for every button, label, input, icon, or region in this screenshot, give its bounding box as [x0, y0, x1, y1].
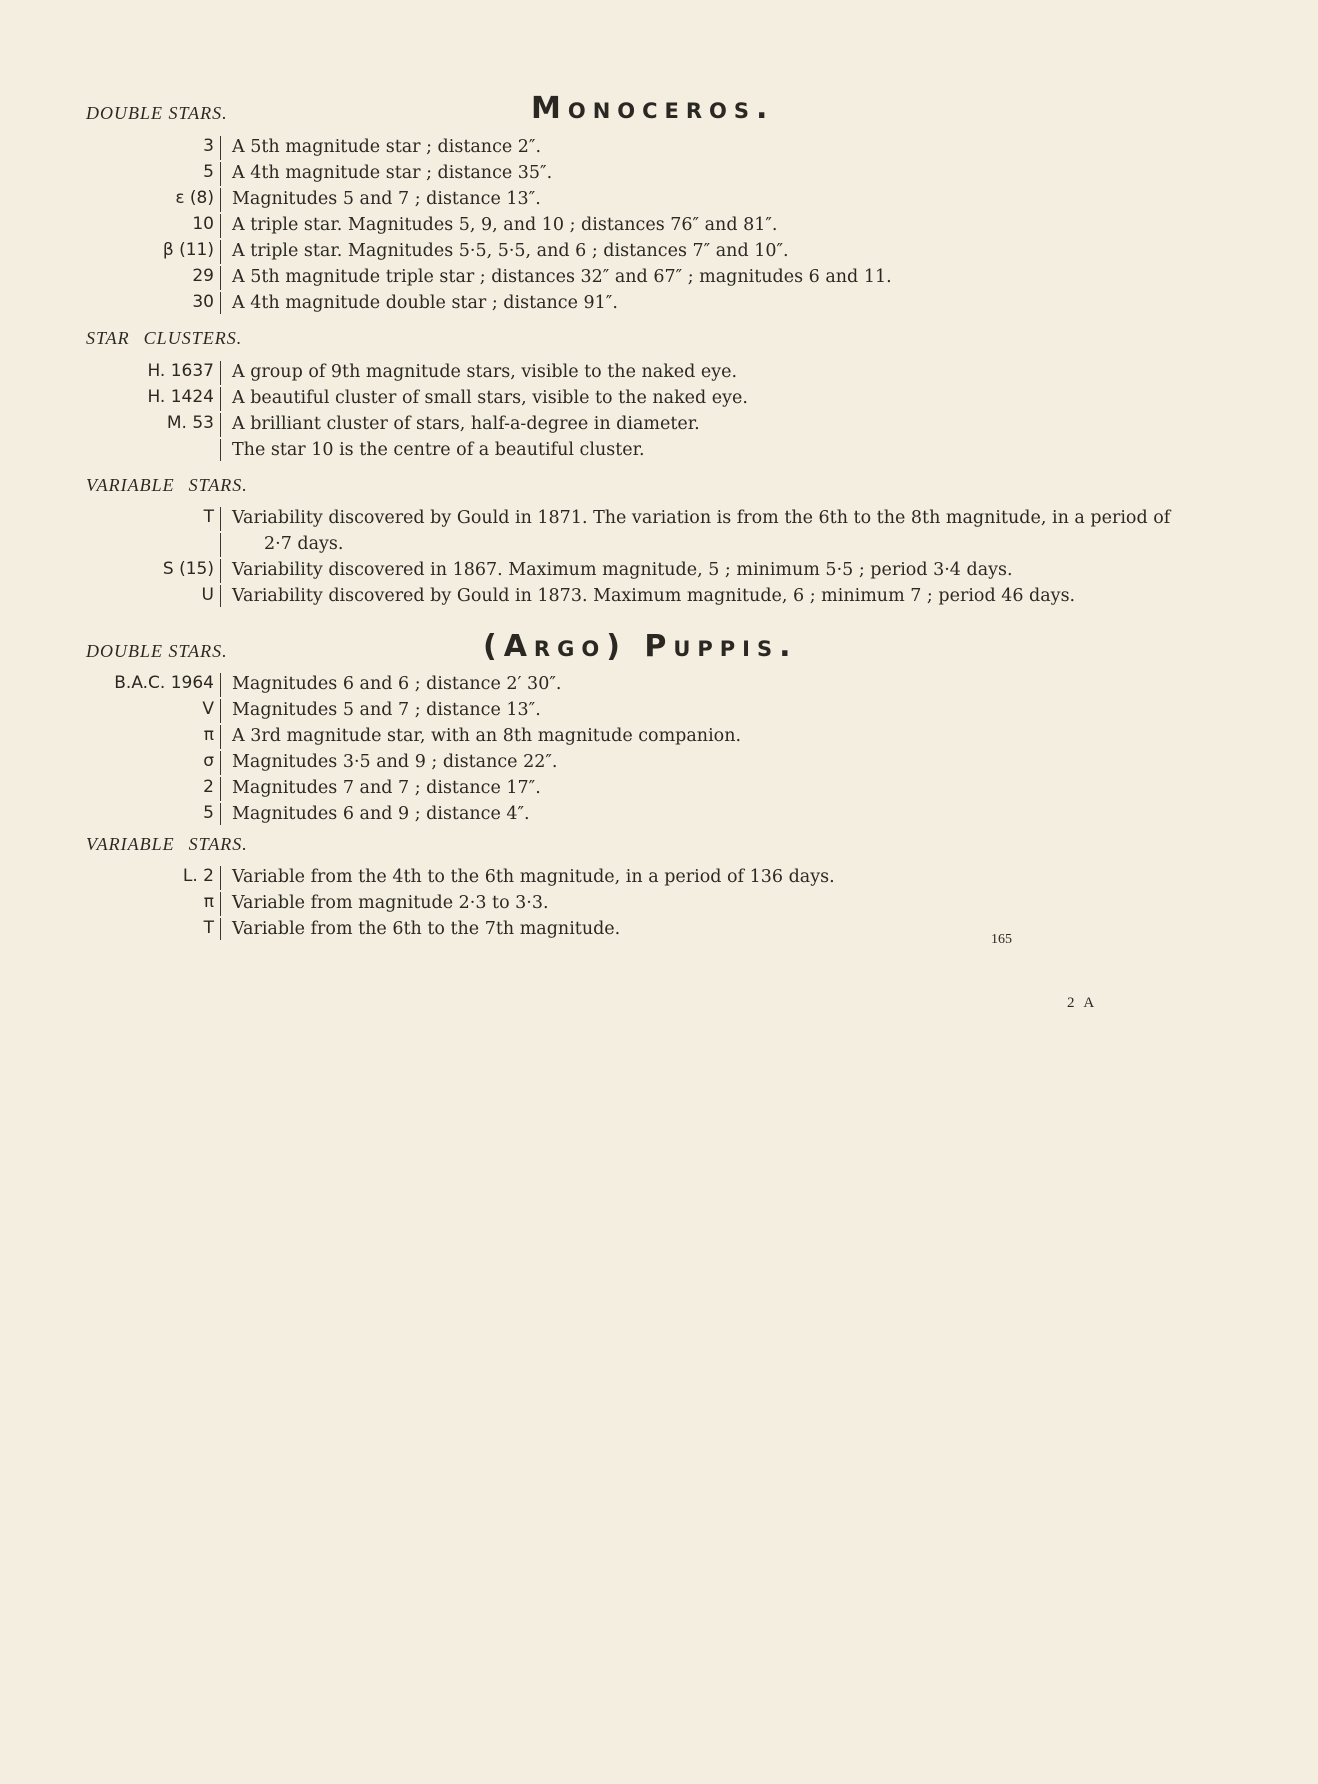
- star-designation: S (15): [162, 559, 214, 579]
- constellation-title: Monoceros.: [531, 91, 775, 126]
- star-designation: H. 1424: [147, 387, 214, 407]
- star-designation: U: [201, 585, 214, 605]
- label-word: STARS.: [188, 475, 248, 495]
- section-header-puppis: [0, 626, 1318, 666]
- list-item: [0, 531, 1318, 557]
- label-word: VARIABLE: [86, 475, 175, 495]
- list-item: [0, 212, 1318, 238]
- star-designation: π: [203, 892, 214, 912]
- list-item: [0, 186, 1318, 212]
- list-item: [0, 505, 1318, 531]
- star-designation: β (11): [162, 240, 214, 260]
- list-item: [0, 723, 1318, 749]
- list-item: [0, 385, 1318, 411]
- variable-stars-list: [0, 505, 1318, 609]
- star-designation: V: [202, 699, 214, 719]
- list-item: [0, 864, 1318, 890]
- signature-mark: 2 A: [1067, 995, 1098, 1011]
- star-description: Variable from magnitude 2·3 to 3·3.: [220, 892, 549, 916]
- label-word: STAR: [86, 328, 130, 348]
- star-description: Variable from the 6th to the 7th magnitude.: [220, 918, 620, 940]
- star-description: A triple star. Magnitudes 5·5, 5·5, and 6 ; distances 7″ and 10″.: [220, 240, 789, 264]
- list-item: [0, 238, 1318, 264]
- list-item: [0, 264, 1318, 290]
- star-description: Magnitudes 5 and 7 ; distance 13″.: [220, 699, 541, 723]
- star-designation: π: [203, 725, 214, 745]
- star-description: A 5th magnitude triple star ; distances 32″ and 67″ ; magnitudes 6 and 11.: [220, 266, 892, 290]
- star-designation: 5: [203, 803, 214, 823]
- star-designation: 10: [192, 214, 214, 234]
- star-designation: T: [203, 918, 214, 938]
- list-item: [0, 557, 1318, 583]
- star-description: A beautiful cluster of small stars, visible to the naked eye.: [220, 387, 748, 411]
- variable-stars-label: [86, 834, 248, 855]
- star-designation: 2: [203, 777, 214, 797]
- double-stars-list: [0, 134, 1318, 316]
- star-designation: H. 1637: [147, 361, 214, 381]
- star-description: A brilliant cluster of stars, half-a-degree in diameter.: [220, 413, 700, 437]
- label-word: VARIABLE: [86, 834, 175, 854]
- list-item: [0, 437, 1318, 463]
- list-item: [0, 801, 1318, 827]
- list-item: [0, 290, 1318, 316]
- list-item: [0, 411, 1318, 437]
- star-description: A 5th magnitude star ; distance 2″.: [220, 136, 541, 160]
- star-clusters-list: [0, 359, 1318, 463]
- star-description: Magnitudes 6 and 6 ; distance 2′ 30″.: [220, 673, 561, 697]
- double-stars-list: [0, 671, 1318, 827]
- star-description: Variability discovered by Gould in 1873. Maximum magnitude, 6 ; minimum 7 ; period 46 days.: [220, 585, 1075, 607]
- star-description: Variability discovered by Gould in 1871. The variation is from the 6th to the 8th magnitude, in a period of: [220, 507, 1170, 531]
- double-stars-label: DOUBLE STARS.: [86, 103, 228, 123]
- label-word: CLUSTERS.: [143, 328, 243, 348]
- star-description: Magnitudes 6 and 9 ; distance 4″.: [220, 803, 530, 825]
- star-description: A 3rd magnitude star, with an 8th magnitude companion.: [220, 725, 741, 749]
- star-description: Magnitudes 3·5 and 9 ; distance 22″.: [220, 751, 557, 775]
- star-description: Variability discovered in 1867. Maximum magnitude, 5 ; minimum 5·5 ; period 3·4 days.: [220, 559, 1013, 583]
- star-description: A group of 9th magnitude stars, visible to the naked eye.: [220, 361, 737, 385]
- star-description: Magnitudes 7 and 7 ; distance 17″.: [220, 777, 541, 801]
- list-item: [0, 160, 1318, 186]
- star-clusters-label: [86, 328, 242, 349]
- star-description: A 4th magnitude double star ; distance 91″.: [220, 292, 618, 314]
- star-designation: T: [203, 507, 214, 527]
- star-designation: ε (8): [175, 188, 214, 208]
- variable-stars-list: [0, 864, 1318, 942]
- star-designation: 3: [203, 136, 214, 156]
- list-item: [0, 697, 1318, 723]
- variable-stars-label: [86, 475, 248, 496]
- list-item: [0, 749, 1318, 775]
- double-stars-label: DOUBLE STARS.: [86, 641, 228, 661]
- list-item: [0, 583, 1318, 609]
- star-description: Magnitudes 5 and 7 ; distance 13″.: [220, 188, 541, 212]
- star-description: A 4th magnitude star ; distance 35″.: [220, 162, 552, 186]
- list-item: [0, 916, 1318, 942]
- list-item: [0, 134, 1318, 160]
- star-designation: 5: [203, 162, 214, 182]
- star-designation: σ: [203, 751, 214, 771]
- star-description-continued: 2·7 days.: [220, 533, 343, 557]
- label-word: STARS.: [188, 834, 248, 854]
- star-designation: 29: [192, 266, 214, 286]
- list-item: [0, 359, 1318, 385]
- list-item: [0, 890, 1318, 916]
- page-number: 165: [991, 932, 1012, 947]
- star-description: A triple star. Magnitudes 5, 9, and 10 ; distances 76″ and 81″.: [220, 214, 777, 238]
- star-designation: M. 53: [166, 413, 214, 433]
- star-designation: L. 2: [182, 866, 214, 886]
- list-item: [0, 671, 1318, 697]
- constellation-title: (Argo) Puppis.: [483, 629, 798, 664]
- star-designation: B.A.C. 1964: [114, 673, 214, 693]
- star-description: The star 10 is the centre of a beautiful cluster.: [220, 439, 645, 461]
- list-item: [0, 775, 1318, 801]
- star-description: Variable from the 4th to the 6th magnitude, in a period of 136 days.: [220, 866, 835, 890]
- section-header-monoceros: [0, 88, 1318, 128]
- star-designation: 30: [192, 292, 214, 312]
